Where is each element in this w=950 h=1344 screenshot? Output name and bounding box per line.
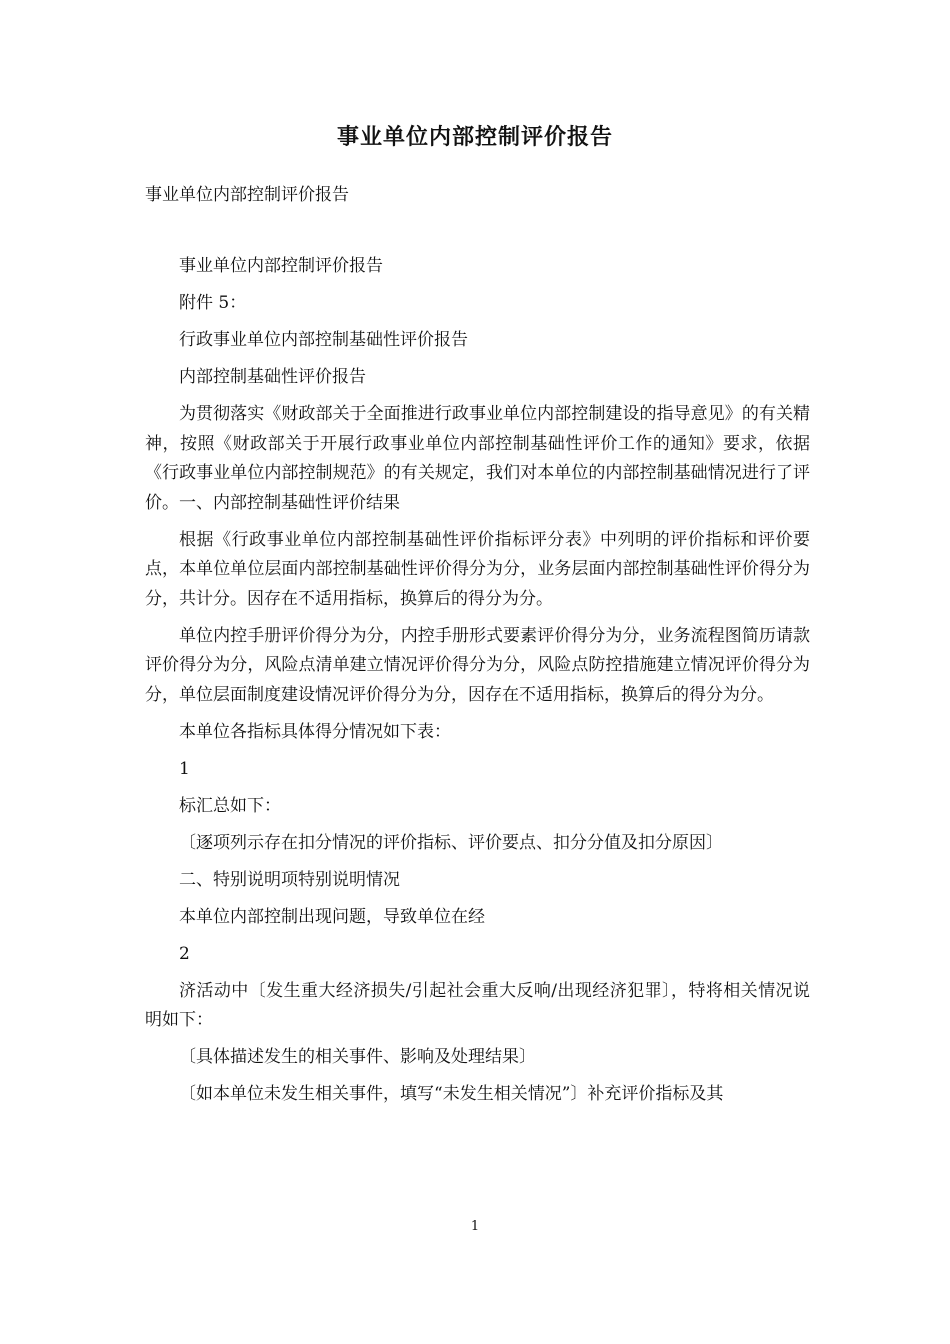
paragraph: 〔具体描述发生的相关事件、影响及处理结果〕: [179, 1047, 536, 1067]
document-body: [145, 252, 810, 1117]
document-subtitle: 事业单位内部控制评价报告: [145, 185, 349, 205]
paragraph: 2: [179, 943, 190, 964]
paragraph: 单位内控手册评价得分为分，内控手册形式要素评价得分为分，业务流程图简历请款评价得分为分，风险点清单建立情况评价得分为分，风险点防控措施建立情况评价得分为分，单位层面制度建设情况评价得分为分，因存在不适用指标，换算后的得分为分。: [145, 625, 810, 705]
paragraph: 为贯彻落实《财政部关于全面推进行政事业单位内部控制建设的指导意见》的有关精神，按照《财政部关于开展行政事业单位内部控制基础性评价工作的通知》要求，依据《行政事业单位内部控制规范》的有关规定，我们对本单位的内部控制基础情况进行了评价。一、内部控制基础性评价结果: [145, 404, 810, 513]
paragraph: 附件 5：: [179, 293, 247, 313]
paragraph: 根据《行政事业单位内部控制基础性评价指标评分表》中列明的评价指标和评价要点，本单位单位层面内部控制基础性评价得分为分，业务层面内部控制基础性评价得分为分，共计分。因存在不适用指标，换算后的得分为分。: [145, 529, 810, 609]
paragraph: 行政事业单位内部控制基础性评价报告: [179, 330, 468, 350]
paragraph: 二、特别说明项特别说明情况: [179, 869, 400, 890]
paragraph: 内部控制基础性评价报告: [179, 367, 366, 387]
document-title: 事业单位内部控制评价报告: [336, 124, 613, 150]
paragraph: 本单位各指标具体得分情况如下表：: [179, 721, 451, 742]
paragraph: 济活动中〔发生重大经济损失/引起社会重大反响/出现经济犯罪〕，特将相关情况说明如下：: [145, 980, 810, 1030]
paragraph: 1: [179, 758, 190, 779]
paragraph: 本单位内部控制出现问题，导致单位在经: [179, 906, 485, 927]
paragraph: 〔如本单位未发生相关事件，填写“未发生相关情况”〕补充评价指标及其: [179, 1084, 724, 1104]
paragraph: 事业单位内部控制评价报告: [179, 256, 383, 276]
page-number: 1: [470, 1219, 480, 1234]
paragraph: 标汇总如下：: [179, 795, 281, 816]
paragraph: 〔逐项列示存在扣分情况的评价指标、评价要点、扣分分值及扣分原因〕: [179, 832, 723, 853]
